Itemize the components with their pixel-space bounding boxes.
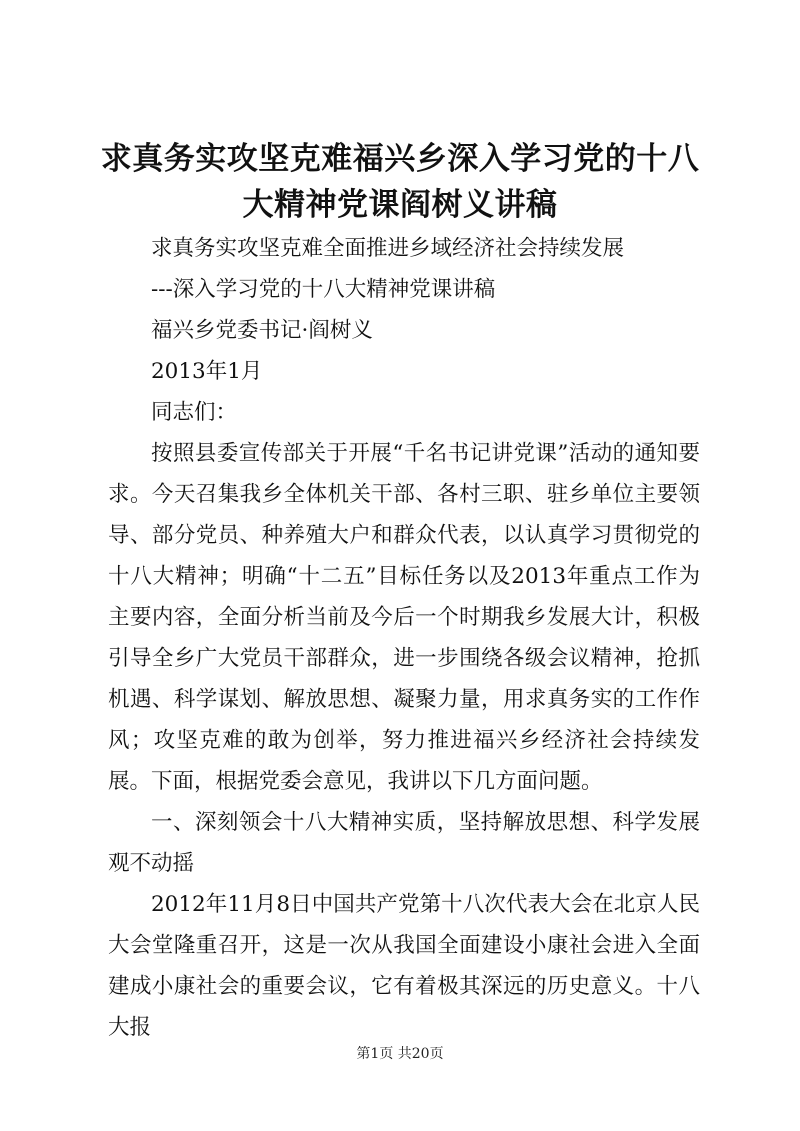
document-title: 求真务实攻坚克难福兴乡深入学习党的十八大精神党课阎树义讲稿 (100, 141, 700, 223)
page-number-footer: 第1页 共20页 (356, 1046, 444, 1062)
author-line: 福兴乡党委书记·阎树义 (151, 318, 373, 343)
body-paragraph: 按照县委宣传部关于开展“千名书记讲党课”活动的通知要求。今天召集我乡全体机关干部、各村三职、驻乡单位主要领导、部分党员、种养殖大户和群众代表，以认真学习贯彻党的十八大精神；明确“十二五”目标任务以及2013年重点工作为主要内容，全面分析当前及今后一个时期我乡发展大计，积极引导全乡广大党员干部群众，进一步围绕各级会议精神，抢抓机遇、科学谋划、解放思想、凝聚力量，用求真务实的工作作风；攻坚克难的敢为创举，努力推进福兴乡经济社会持续发展。下面，根据党委会意见，我讲以下几方面问题。 (108, 441, 700, 794)
salutation: 同志们： (151, 400, 238, 425)
section-heading: 一、深刻领会十八大精神实质，坚持解放思想、科学发展观不动摇 (108, 810, 700, 876)
subtitle: 求真务实攻坚克难全面推进乡域经济社会持续发展 (151, 236, 625, 261)
body-paragraph: 2012年11月8日中国共产党第十八次代表大会在北京人民大会堂隆重召开，这是一次从我国全面建设小康社会进入全面建成小康社会的重要会议，它有着极其深远的历史意义。十八大报 (108, 892, 700, 1040)
subtitle-secondary: ---深入学习党的十八大精神党课讲稿 (151, 277, 496, 302)
document-body (108, 228, 700, 1048)
date-line: 2013年1月 (151, 359, 263, 384)
